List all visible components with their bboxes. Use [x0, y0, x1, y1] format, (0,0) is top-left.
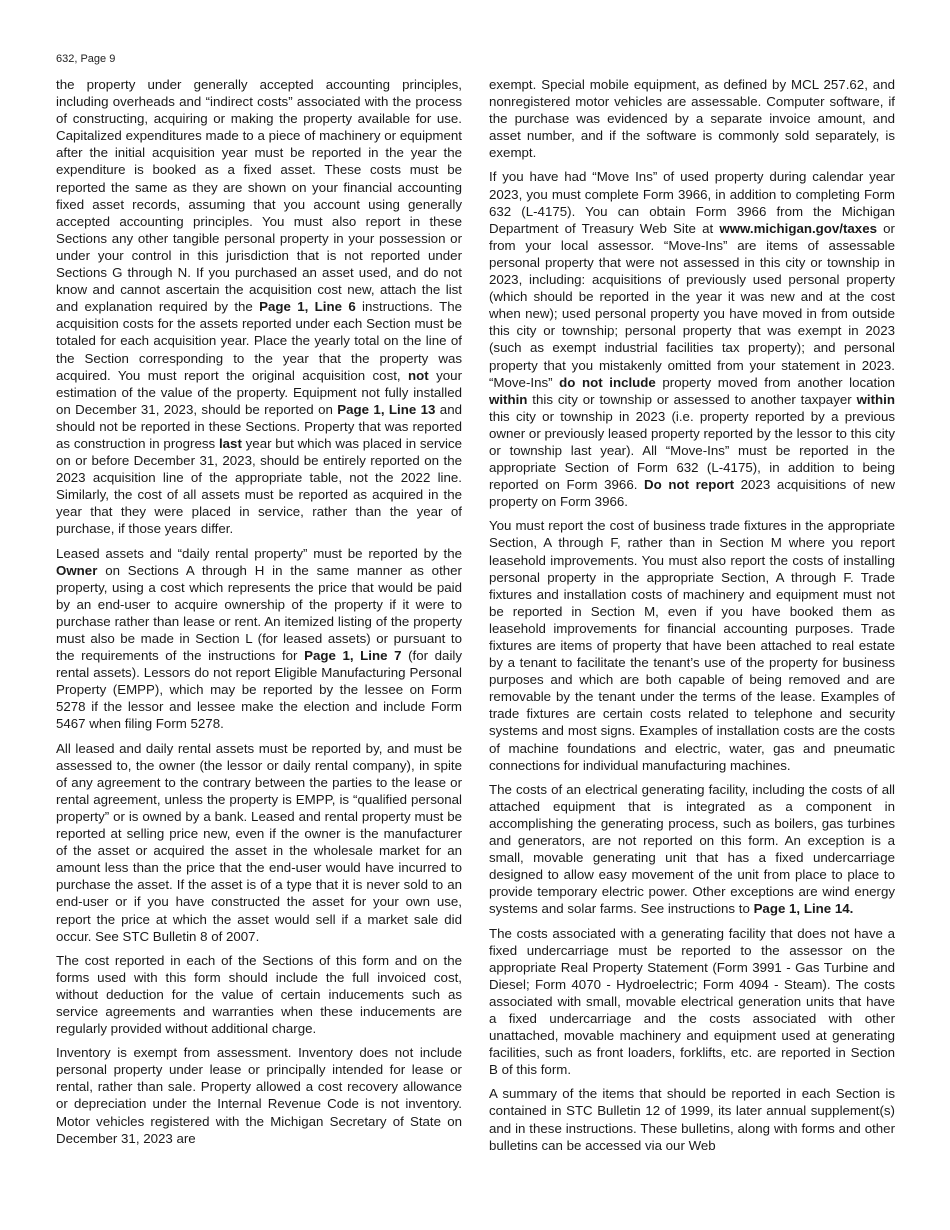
text-run: this city or township in 2023 (i.e. property reported by a previous owner or previously leased property reported by the lessor to this city or township last year). All “Move-Ins” must be reported in the appropriate Section of Form 632 (L-4175), in addition to being reported on Form 3966. — [489, 408, 895, 493]
text-run: (for daily rental assets). Lessors do not report Eligible Manufacturing Personal Property (EMPP), which may be reported by the lessee on Form 5278 if the lessor and lessee make the election and include Form 5467 when filing Form 5278. — [56, 648, 463, 732]
bold-text: Page 1, Line 13 — [337, 401, 436, 417]
text-run: The costs of an electrical generating facility, including the costs of all attached equipment that is integrated as a component in accomplishing the generating process, such as boilers, gas turbines and generators, are not reported on this form. An exception is a small, movable generating unit that has a fixed undercarriage designed to allow easy movement of the unit from place to place to provide temporary electric power. Other exceptions are wind energy systems and solar farms. See instructions to — [489, 781, 895, 917]
body-paragraph — [489, 1085, 895, 1153]
text-run: All leased and daily rental assets must be reported by, and must be assessed to, the owner (the lessor or daily rental company), in spite of any agreement to the contrary between the parties to the lease or rental agreement, unless the property is EMPP, is “qualified personal property” or is owned by a bank. Leased and rental property must be reported at selling price new, even if the owner is the manufacturer of the asset or acquired the asset in the wholesale market for an amount less than the price that the end-user would have incurred to purchase the asset. If the asset is of a type that it is never sold to an end-user or if you have constructed the asset for your own use, report the price at which the asset would sell if a market sale did occur. See STC Bulletin 8 of 2007. — [56, 740, 462, 944]
text-run: 2023 acquisitions of new property on Form 3966. — [489, 477, 896, 510]
text-run: and should not be reported in these Sections. Property that was reported as construction in progress — [56, 401, 462, 451]
text-run: this city or township or assessed to another taxpayer — [527, 391, 857, 407]
text-run: The costs associated with a generating facility that does not have a fixed undercarriage must be reported to the assessor on the appropriate Real Property Statement (Form 3991 - Gas Turbine and Diesel; Form 4070 - Hydroelectric; Form 4094 - Steam). The costs associated with small, movable electrical generation units that have a fixed undercarriage and the costs associated with other unattached, movable machinery and equipment used at generating facilities, such as front loaders, forklifts, etc. are reported in Section B of this form. — [489, 925, 895, 1078]
body-paragraph — [489, 925, 895, 1079]
bold-text: Page 1, Line 6 — [259, 299, 356, 315]
text-run: Inventory is exempt from assessment. Inventory does not include personal property under lease or principally intended for lease or rental, rather than sale. Property allowed a cost recovery allowance or depreciation under the Internal Revenue Code is not inventory. Motor vehicles registered with the Michigan Secretary of State on December 31, 2023 are — [56, 1045, 462, 1146]
bold-text: not — [408, 367, 429, 383]
text-run: instructions. The acquisition costs for the assets reported under each Section must be totaled for each acquisition year. Place the yearly total on the line of the Section corresponding to the year that the property was acquired. You must report the original acquisition cost, — [56, 299, 462, 383]
body-paragraph — [56, 1044, 462, 1147]
text-run: If you have had “Move Ins” of used property during calendar year 2023, you must complete Form 3966, in addition to completing Form 632 (L-4175). You can obtain Form 3966 from the Michigan Department of Treasury Web Site at — [489, 169, 895, 236]
bold-text: within — [856, 391, 895, 407]
text-run: year but which was placed in service on or before December 31, 2023, should be entirely reported on the 2023 acquisition line of the appropriate table, not the 2022 line. Similarly, the cost of all assets must be reported as acquired in the year that they were placed in service, rather than the year of purchase, if those years differ. — [56, 435, 462, 537]
bold-text: Do not report — [644, 477, 735, 493]
text-run: the property under generally accepted accounting principles, including overheads and “indirect costs” associated with the process of constructing, acquiring or making the property available for use. Capitalized expenditures made to a piece of machinery or equipment after the initial acquisition year must be reported in the year the expenditure is booked as a fixed asset. These costs must be reported the same as they are shown on your financial accounting fixed asset records, assuming that you account using generally accepted accounting principles. You must also report in these Sections any other tangible personal property in your possession or under your control in this jurisdiction that is not reported under Sections G through N. If you purchased an asset used, and do not know and cannot ascertain the acquisition cost new, attach the list and explanation required by the — [56, 77, 462, 315]
page-number-label: 632, Page 9 — [56, 53, 116, 65]
bold-text: Page 1, Line 14. — [753, 901, 854, 917]
bold-text: within — [489, 391, 528, 407]
text-run: You must report the cost of business trade fixtures in the appropriate Section, A through F, rather than in Section M where you report leasehold improvements. You must also report the costs of installing personal property in the appropriate Section, A through F. Trade fixtures and installation costs of machinery and equipment must not be reported in Section M, even if you have booked them as leasehold improvements for financial accounting purposes. Trade fixtures are items of property that have been attached to real estate by a tenant to facilitate the tenant’s use of the property for business purposes and which are both capable of being removed and are removable by the tenant under the terms of the lease. Examples of trade fixtures are certain costs related to telephone and security systems and most signs. Examples of installation costs are the costs of machine foundations and electric, water, gas and pneumatic connections for individual manufacturing machines. — [489, 518, 895, 773]
bold-text: Page 1, Line 7 — [304, 648, 402, 664]
body-paragraph — [56, 740, 462, 945]
body-paragraph — [56, 545, 462, 733]
text-run: Leased assets and “daily rental property” must be reported by the — [56, 545, 462, 561]
text-run: exempt. Special mobile equipment, as defined by MCL 257.62, and nonregistered motor vehicles are assessable. Computer software, if the purchase was evidenced by a separate invoice amount, and asset number, and if the software is commonly sold separately, is exempt. — [489, 77, 895, 161]
bold-text: Owner — [56, 562, 98, 578]
body-paragraph — [489, 168, 895, 510]
text-run: The cost reported in each of the Sections of this form and on the forms used with this form should include the full invoiced cost, without deduction for the value of certain inducements such as service agreements and warranties when these inducements are regularly provided without additional charge. — [56, 952, 462, 1037]
right-text-column — [489, 76, 895, 1161]
text-run: property moved from another location — [655, 374, 895, 390]
body-paragraph — [489, 517, 895, 773]
bold-text: do not include — [559, 374, 656, 390]
text-run: A summary of the items that should be reported in each Section is contained in STC Bulletin 12 of 1999, its later annual supplement(s) and in these instructions. These bulletins, along with forms and other bulletins can be accessed via our Web — [489, 1086, 895, 1153]
body-paragraph — [489, 781, 895, 918]
body-paragraph — [489, 76, 895, 161]
bold-text: www.michigan.gov/taxes — [719, 220, 877, 236]
text-run: your estimation of the value of the property. Equipment not fully installed on December 31, 2023, should be reported on — [56, 367, 462, 417]
text-run: on Sections A through H in the same manner as other property, using a cost which represents the price that would be paid by an end-user to acquire ownership of the property if it were to purchase rather than lease or rent. An itemized listing of the property must also be made in Section L (for leased assets) or pursuant to the requirements of the instructions for — [56, 562, 462, 664]
body-paragraph — [56, 76, 462, 538]
text-run: or from your local assessor. “Move-Ins” are items of assessable personal property that were not assessed in this city or township in 2023, including: acquisitions of previously used personal property (which should be reported in the year it was new and at the cost when new); used personal property you have moved in from outside this city or township; personal property that was exempt in 2023 (such as exempt industrial facilities tax property); and personal property that you mistakenly omitted from your statement in 2023. “Move-Ins” — [489, 220, 895, 390]
bold-text: last — [218, 435, 242, 451]
body-paragraph — [56, 952, 462, 1037]
left-text-column — [56, 76, 462, 1154]
